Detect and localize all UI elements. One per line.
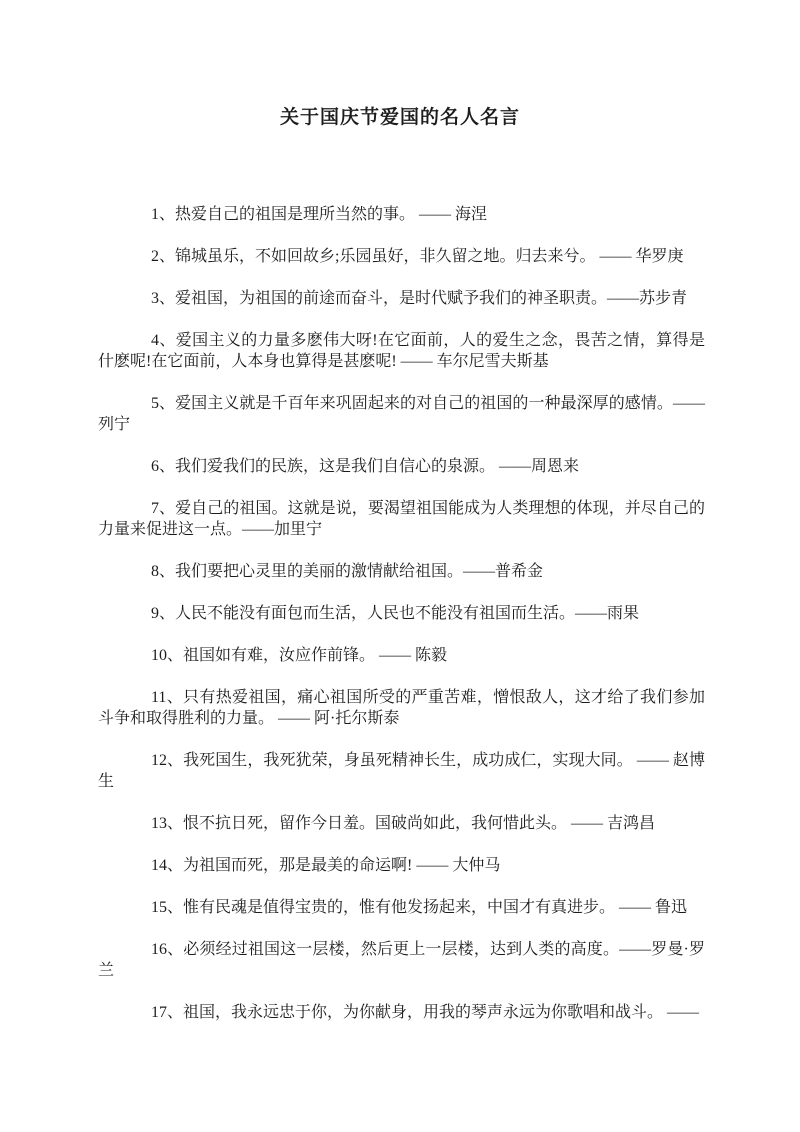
quote-item: 13、恨不抗日死，留作今日羞。国破尚如此，我何惜此头。 —— 吉鸿昌: [151, 815, 656, 832]
quote-item: 1、热爱自己的祖国是理所当然的事。 —— 海涅: [151, 206, 488, 223]
quote-item: 2、锦城虽乐，不如回故乡;乐园虽好，非久留之地。归去来兮。 —— 华罗庚: [151, 248, 684, 265]
quote-list: [0, 204, 800, 1023]
quote-item: 10、祖国如有难，汝应作前锋。 —— 陈毅: [151, 647, 448, 664]
quote-item: 14、为祖国而死，那是最美的命运啊! —— 大仲马: [151, 857, 501, 874]
quote-item: 8、我们要把心灵里的美丽的激情献给祖国。——普希金: [151, 563, 544, 580]
page-title: 关于国庆节爱国的名人名言: [279, 107, 520, 128]
quote-item: 6、我们爱我们的民族，这是我们自信心的泉源。 ——周恩来: [151, 458, 580, 475]
quote-item: 11、只有热爱祖国，痛心祖国所受的严重苦难，憎恨敌人，这才给了我们参加斗争和取得胜利的力量。 —— 阿·托尔斯泰: [98, 689, 705, 727]
quote-item: 5、爱国主义就是千百年来巩固起来的对自己的祖国的一种最深厚的感情。——列宁: [98, 395, 705, 433]
quote-item: 12、我死国生，我死犹荣，身虽死精神长生，成功成仁，实现大同。 —— 赵博生: [98, 752, 705, 790]
quote-item: 15、惟有民魂是值得宝贵的，惟有他发扬起来，中国才有真进步。 —— 鲁迅: [151, 899, 688, 916]
quote-item: 7、爱自己的祖国。这就是说，要渴望祖国能成为人类理想的体现，并尽自己的力量来促进这一点。——加里宁: [98, 500, 705, 538]
quote-item: 3、爱祖国，为祖国的前途而奋斗，是时代赋予我们的神圣职责。——苏步青: [151, 290, 688, 307]
quote-item: 17、祖国，我永远忠于你，为你献身，用我的琴声永远为你歌唱和战斗。 ——: [151, 1004, 700, 1021]
quote-item: 16、必须经过祖国这一层楼，然后更上一层楼，达到人类的高度。——罗曼·罗兰: [98, 941, 705, 979]
quote-item: 9、人民不能没有面包而生活，人民也不能没有祖国而生活。——雨果: [151, 605, 640, 622]
quote-item: 4、爱国主义的力量多麽伟大呀!在它面前，人的爱生之念，畏苦之情，算得是什麽呢!在它面前，人本身也算得是甚麽呢! —— 车尔尼雪夫斯基: [98, 332, 705, 370]
